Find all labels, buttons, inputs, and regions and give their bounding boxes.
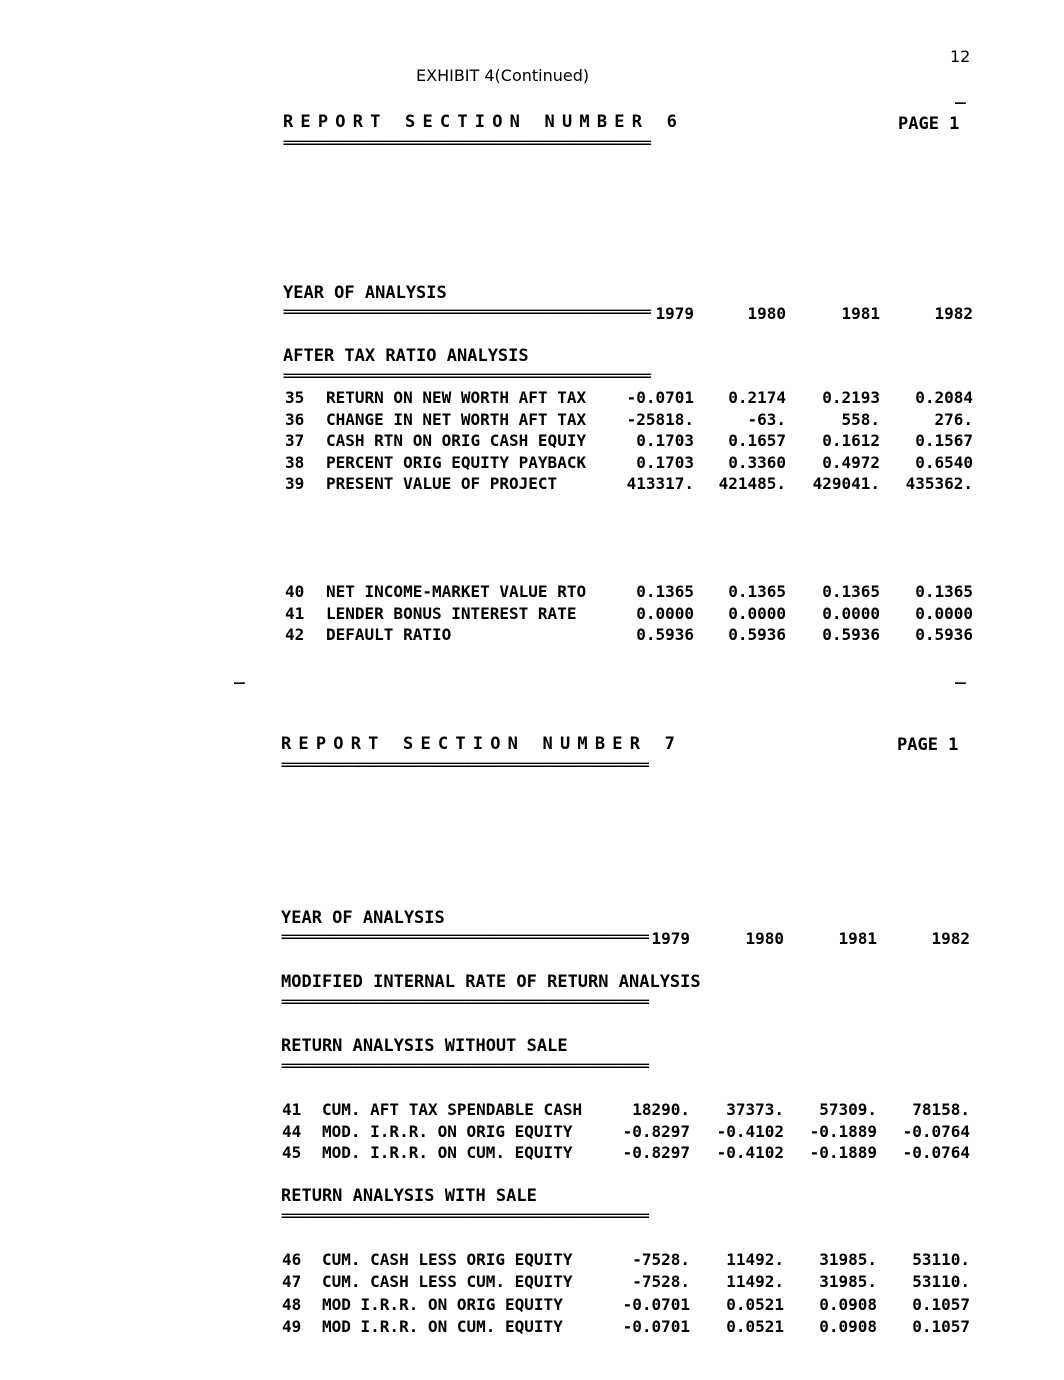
row-value: 0.0521: [726, 1316, 784, 1336]
table-row: [0, 1272, 1064, 1294]
table-row: [0, 388, 1064, 410]
row-value: 78158.: [912, 1100, 970, 1119]
row-label: CUM. CASH LESS ORIG EQUITY: [322, 1250, 573, 1269]
row-number: 46: [282, 1250, 302, 1269]
row-value: 0.1365: [728, 582, 786, 601]
row-number: 41: [282, 1100, 302, 1119]
row-label: RETURN ON NEW WORTH AFT TAX: [326, 388, 587, 407]
margin-mark-left: _: [234, 664, 245, 685]
row-value: 0.1365: [915, 582, 973, 601]
exhibit-title: EXHIBIT 4(Continued): [416, 66, 590, 85]
section7-year-label: YEAR OF ANALYSIS: [281, 908, 445, 928]
row-value: -7528.: [632, 1250, 690, 1269]
row-value: 0.4972: [822, 452, 880, 472]
row-value: 558.: [841, 409, 880, 429]
row-label: CUM. CASH LESS CUM. EQUITY: [322, 1272, 573, 1292]
row-value: 11492.: [726, 1272, 784, 1292]
row-value: 0.1057: [912, 1316, 970, 1336]
year-header: 1980: [747, 304, 786, 323]
row-label: CHANGE IN NET WORTH AFT TAX: [326, 409, 587, 429]
row-value: -63.: [747, 409, 786, 429]
row-value: 0.0521: [726, 1294, 784, 1314]
row-number: 49: [282, 1316, 302, 1336]
row-value: -0.8297: [622, 1143, 690, 1162]
year-header: 1979: [655, 304, 694, 323]
row-value: 0.1703: [636, 431, 694, 450]
section7-page: PAGE 1: [897, 735, 959, 755]
row-value: -0.8297: [622, 1121, 690, 1141]
section7-header-rule: ==============================================================: [281, 758, 649, 772]
section6-subheading: AFTER TAX RATIO ANALYSIS: [283, 346, 529, 366]
row-value: -7528.: [632, 1272, 690, 1292]
row-value: 429041.: [812, 474, 880, 493]
row-value: 0.1657: [728, 431, 786, 450]
section7-year-rule: ==============================================================: [281, 930, 649, 944]
year-header: 1982: [931, 929, 970, 948]
row-label: MOD I.R.R. ON ORIG EQUITY: [322, 1294, 563, 1314]
row-value: -0.1889: [809, 1121, 877, 1141]
row-value: 0.1567: [915, 431, 973, 450]
section7-subheading: MODIFIED INTERNAL RATE OF RETURN ANALYSIS: [281, 972, 701, 992]
row-value: -0.0701: [626, 388, 694, 407]
row-number: 48: [282, 1294, 302, 1314]
row-value: 0.1365: [822, 582, 880, 601]
row-label: CUM. AFT TAX SPENDABLE CASH: [322, 1100, 583, 1119]
row-value: 0.6540: [915, 452, 973, 472]
row-value: -0.1889: [809, 1143, 877, 1162]
row-label: PERCENT ORIG EQUITY PAYBACK: [326, 452, 587, 472]
row-number: 47: [282, 1272, 302, 1292]
section6-subheading-rule: ==============================================================: [283, 369, 651, 383]
row-value: 53110.: [912, 1272, 970, 1292]
row-value: 37373.: [726, 1100, 784, 1119]
year-header: 1980: [745, 929, 784, 948]
section7-header: REPORT SECTION NUMBER 7: [281, 734, 683, 754]
row-value: 53110.: [912, 1250, 970, 1269]
row-value: -0.0764: [902, 1143, 970, 1162]
row-value: 0.5936: [822, 625, 880, 644]
table-row: [0, 1295, 1064, 1317]
section6-header-rule: ==============================================================: [283, 136, 651, 150]
row-value: 0.1365: [636, 582, 694, 601]
row-value: 0.0000: [728, 603, 786, 623]
row-value: 0.1057: [912, 1294, 970, 1314]
margin-mark: _: [955, 84, 966, 105]
section7-subheading-rule: ==============================================================: [281, 995, 649, 1009]
table-row: [0, 410, 1064, 432]
without-sale-heading: RETURN ANALYSIS WITHOUT SALE: [281, 1036, 568, 1056]
page-number: 12: [950, 47, 971, 66]
table-row: [0, 582, 1064, 604]
row-number: 38: [285, 452, 305, 472]
row-value: 0.2193: [822, 388, 880, 407]
row-number: 36: [285, 409, 305, 429]
table-row: [0, 604, 1064, 626]
row-value: 18290.: [632, 1100, 690, 1119]
row-number: 42: [285, 625, 305, 644]
with-sale-rule: ==============================================================: [281, 1209, 649, 1223]
table-row: [0, 474, 1064, 496]
row-label: CASH RTN ON ORIG CASH EQUIY: [326, 431, 587, 450]
row-label: NET INCOME-MARKET VALUE RTO: [326, 582, 587, 601]
year-header: 1981: [841, 304, 880, 323]
row-value: -0.0764: [902, 1121, 970, 1141]
row-value: 0.3360: [728, 452, 786, 472]
margin-mark-right: _: [955, 664, 966, 685]
with-sale-heading: RETURN ANALYSIS WITH SALE: [281, 1186, 537, 1206]
row-label: MOD I.R.R. ON CUM. EQUITY: [322, 1316, 563, 1336]
row-value: 0.2174: [728, 388, 786, 407]
row-number: 44: [282, 1121, 302, 1141]
table-row: [0, 625, 1064, 647]
row-value: -0.0701: [622, 1316, 690, 1336]
row-value: 0.0000: [636, 603, 694, 623]
table-row: [0, 453, 1064, 475]
row-value: 0.1703: [636, 452, 694, 472]
table-row: [0, 1100, 1064, 1122]
row-number: 37: [285, 431, 305, 450]
table-row: [0, 1250, 1064, 1272]
year-header: 1981: [838, 929, 877, 948]
row-number: 40: [285, 582, 305, 601]
row-value: 0.2084: [915, 388, 973, 407]
section6-header: REPORT SECTION NUMBER 6: [283, 112, 685, 132]
row-value: -25818.: [626, 409, 694, 429]
row-value: 421485.: [718, 474, 786, 493]
year-header: 1982: [934, 304, 973, 323]
row-value: 0.5936: [915, 625, 973, 644]
without-sale-rule: ==============================================================: [281, 1059, 649, 1073]
row-value: 413317.: [626, 474, 694, 493]
row-value: 31985.: [819, 1272, 877, 1292]
row-number: 35: [285, 388, 305, 407]
row-value: 57309.: [819, 1100, 877, 1119]
row-label: DEFAULT RATIO: [326, 625, 452, 644]
row-label: MOD. I.R.R. ON ORIG EQUITY: [322, 1121, 573, 1141]
section7-year-headers: [0, 929, 1064, 951]
row-label: LENDER BONUS INTEREST RATE: [326, 603, 577, 623]
table-row: [0, 1317, 1064, 1339]
table-row: [0, 1122, 1064, 1144]
row-number: 39: [285, 474, 305, 493]
table-row: [0, 1143, 1064, 1165]
row-number: 45: [282, 1143, 302, 1162]
row-value: 0.5936: [728, 625, 786, 644]
row-value: 0.0908: [819, 1294, 877, 1314]
row-value: 0.1612: [822, 431, 880, 450]
row-value: 31985.: [819, 1250, 877, 1269]
row-value: -0.4102: [716, 1143, 784, 1162]
row-label: MOD. I.R.R. ON CUM. EQUITY: [322, 1143, 573, 1162]
row-value: 0.0000: [915, 603, 973, 623]
section6-page: PAGE 1: [898, 114, 960, 134]
row-value: 0.5936: [636, 625, 694, 644]
year-header: 1979: [651, 929, 690, 948]
row-value: -0.4102: [716, 1121, 784, 1141]
row-value: 0.0908: [819, 1316, 877, 1336]
row-value: 11492.: [726, 1250, 784, 1269]
row-value: -0.0701: [622, 1294, 690, 1314]
section6-year-rule: ==============================================================: [283, 305, 651, 319]
row-value: 0.0000: [822, 603, 880, 623]
row-number: 41: [285, 603, 305, 623]
section6-year-label: YEAR OF ANALYSIS: [283, 283, 447, 303]
table-row: [0, 431, 1064, 453]
section6-year-headers: [0, 304, 1064, 326]
row-label: PRESENT VALUE OF PROJECT: [326, 474, 558, 493]
row-value: 435362.: [905, 474, 973, 493]
row-value: 276.: [934, 409, 973, 429]
